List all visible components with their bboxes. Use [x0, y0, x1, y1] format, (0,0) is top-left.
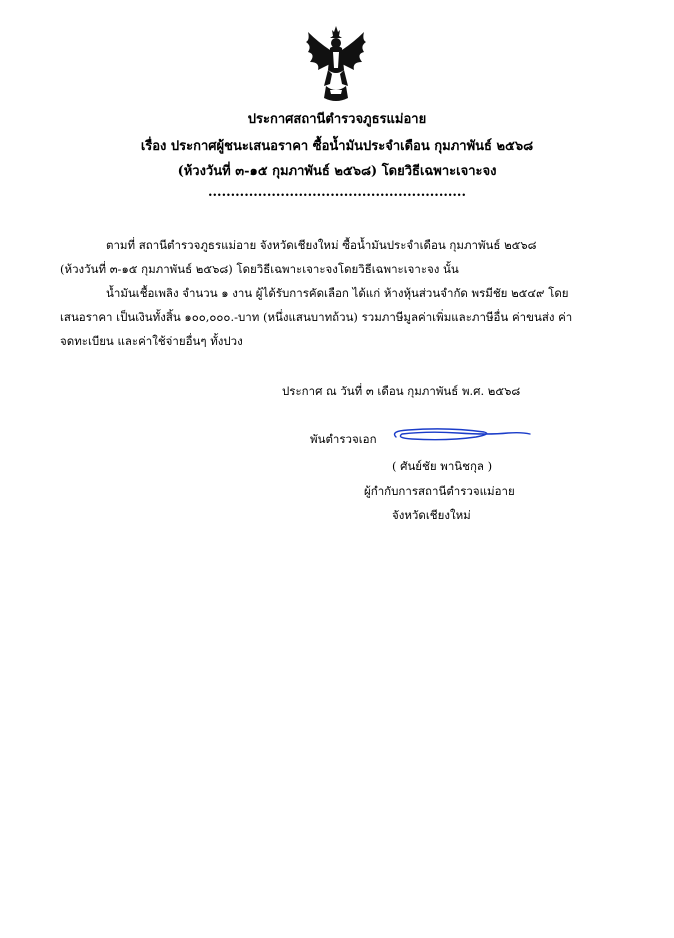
announcement-date: ประกาศ ณ วันที่ ๓ เดือน กุมภาพันธ์ พ.ศ. ๒๕๖๘ [282, 384, 521, 398]
signer-province: จังหวัดเชียงใหม่ [392, 508, 471, 522]
handwritten-signature-icon [388, 425, 538, 447]
document-period: (ห้วงวันที่ ๓-๑๕ กุมภาพันธ์ ๒๕๖๘) โดยวิธีเฉพาะเจาะจง [177, 164, 497, 179]
document-title: ประกาศสถานีตำรวจภูธรแม่อาย [247, 112, 427, 127]
paragraph-2-line-3: จดทะเบียน และค่าใช้จ่ายอื่นๆ ทั้งปวง [60, 334, 243, 348]
dotted-separator: ......................................................... [208, 185, 466, 200]
paragraph-2-line-2: เสนอราคา เป็นเงินทั้งสิ้น ๑๐๐,๐๐๐.-บาท (หนึ่งแสนบาทถ้วน) รวมภาษีมูลค่าเพิ่มและภาษีอื่น ค่าขนส่ง ค่า [60, 310, 573, 324]
signer-name: ( ศันย์ชัย พานิชกุล ) [392, 459, 493, 473]
document-subject: เรื่อง ประกาศผู้ชนะเสนอราคา ซื้อน้ำมันประจำเดือน กุมภาพันธ์ ๒๕๖๘ [140, 139, 534, 154]
paragraph-2-line-1: น้ำมันเชื้อเพลิง จำนวน ๑ งาน ผู้ได้รับการคัดเลือก ได้แก่ ห้างหุ้นส่วนจำกัด พรมีชัย ๒๕๔๙ โดย [106, 286, 569, 300]
paragraph-1-line-2: (ห้วงวันที่ ๓-๑๕ กุมภาพันธ์ ๒๕๖๘) โดยวิธีเฉพาะเจาะจงโดยวิธีเฉพาะเจาะจง นั้น [60, 262, 459, 276]
signer-position: ผู้กำกับการสถานีตำรวจแม่อาย [364, 484, 515, 498]
paragraph-1-line-1: ตามที่ สถานีตำรวจภูธรแม่อาย จังหวัดเชียงใหม่ ซื้อน้ำมันประจำเดือน กุมภาพันธ์ ๒๕๖๘ [106, 238, 537, 252]
garuda-emblem-icon [300, 24, 372, 106]
signer-rank: พันตำรวจเอก [310, 432, 377, 446]
